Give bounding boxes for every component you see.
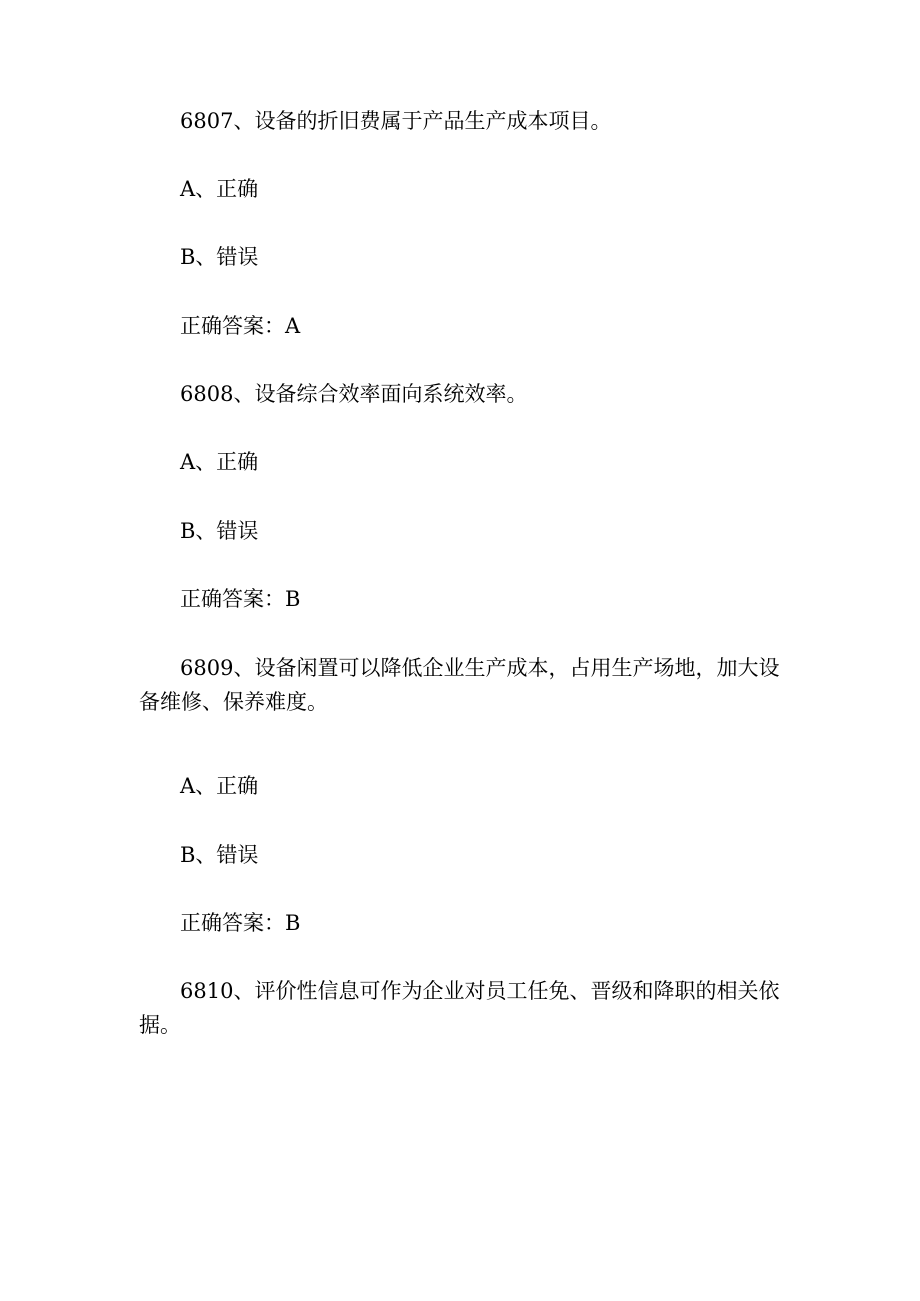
question-6808-stem: 6808、设备综合效率面向系统效率。 (180, 382, 528, 406)
question-6809-answer: 正确答案：B (180, 911, 301, 935)
question-6807-stem: 6807、设备的折旧费属于产品生产成本项目。 (180, 109, 612, 133)
question-6808-answer: 正确答案：B (180, 587, 301, 611)
question-6807-option-b: B、错误 (180, 245, 259, 269)
question-6807-answer: 正确答案：A (180, 314, 301, 338)
question-6810-stem: 6810、评价性信息可作为企业对员工任免、晋级和降职的相关依据。 (139, 979, 780, 1037)
question-6809-option-a: A、正确 (180, 774, 259, 798)
question-6808-option-a: A、正确 (180, 450, 259, 474)
question-6809-option-b: B、错误 (180, 843, 259, 867)
question-6809-stem: 6809、设备闲置可以降低企业生产成本，占用生产场地，加大设备维修、保养难度。 (139, 656, 780, 714)
question-6807-option-a: A、正确 (180, 177, 259, 201)
question-6808-option-b: B、错误 (180, 519, 259, 543)
